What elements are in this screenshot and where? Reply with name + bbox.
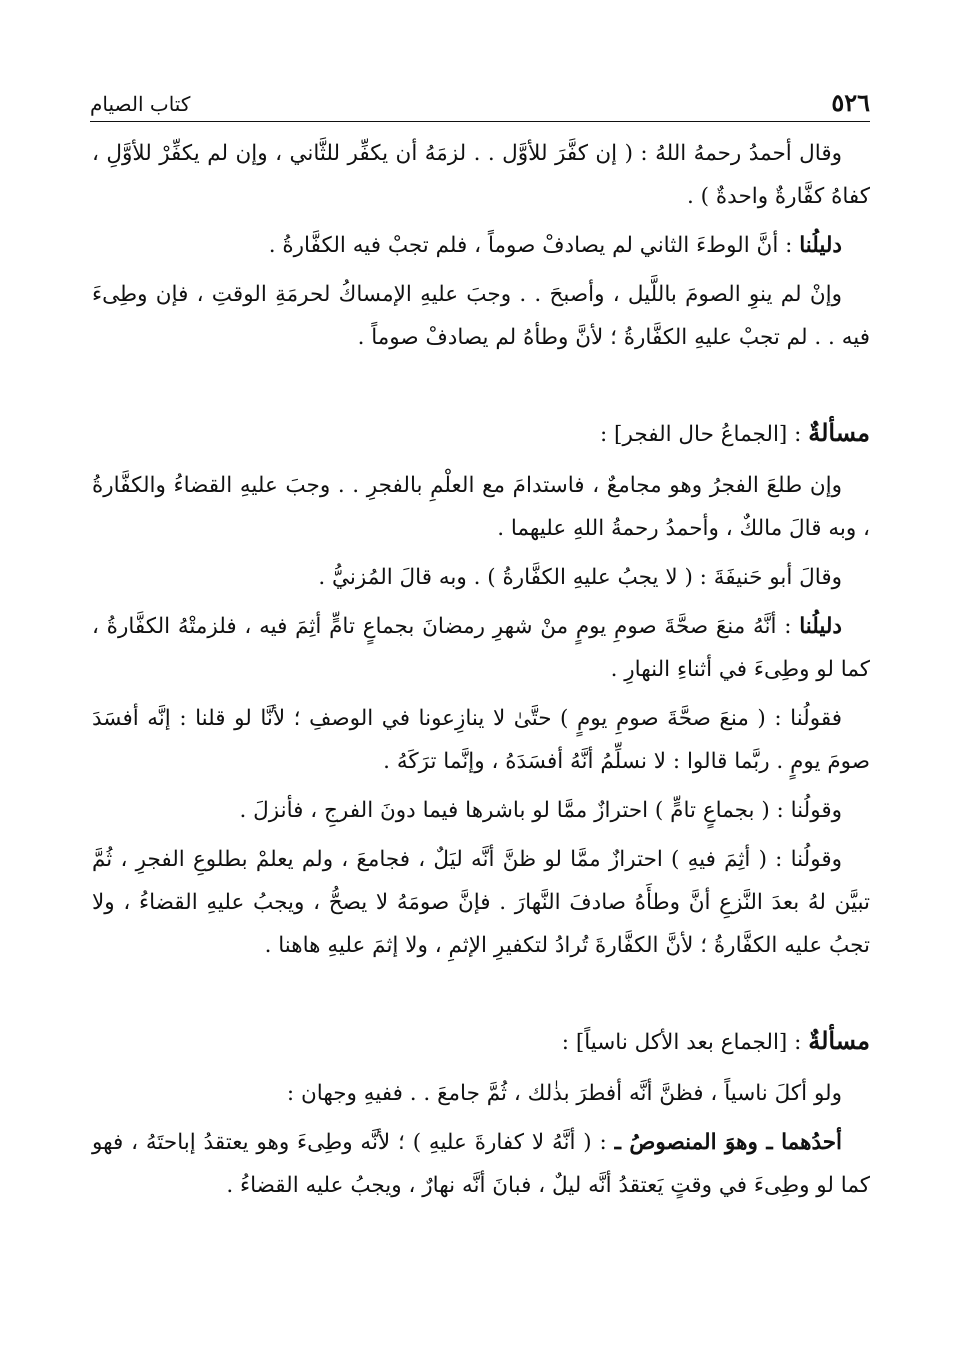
paragraph-text: ولو أكلَ ناسياً ، فظنَّ أنَّه أفطرَ بذٰلك ، ثُمَّ جامعَ . . ففيهِ وجهان : bbox=[286, 1081, 842, 1106]
paragraph bbox=[92, 556, 870, 599]
issue-label: مسألةٌ bbox=[808, 418, 870, 447]
paragraph-text: وقالَ أبو حَنيفَةَ : ( لا يجبُ عليهِ الكفَّارةُ ) . وبه قالَ المُزنيُّ . bbox=[318, 565, 842, 590]
paragraph bbox=[92, 838, 870, 967]
paragraph-text: وإنْ لم ينوِ الصومَ باللَّيل ، وأصبحَ . . وجبَ عليهِ الإمساكُ لحرمَةِ الوقتِ ، فإن وطِىءَ فيه . . لم تجبْ عليهِ الكفَّارةُ ؛ لأنَّ وطأهُ لم يصادفْ صوماً . bbox=[92, 282, 870, 350]
paragraph bbox=[92, 605, 870, 691]
paragraph-text: وقولُنا : ( أثِمَ فيهِ ) احترازٌ ممَّا لو ظنَّ أنَّه ليَلٌ ، فجامعَ ، ولم يعلمْ بطلوعِ الفجرِ ، ثُمَّ تبيَّن لهُ بعدَ النَّزعِ أنَّ وطأَهُ صادفَ النَّهارَ . فإنَّ صومَهُ لا يصحُّ ، ويجبُ عليهِ القضاءُ ، ولا تجبُ عليه الكفَّارةُ ؛ لأنَّ الكفَّارةَ تُرادُ لتكفيرِ الإثمِ ، ولا إثمَ عليهِ هاهنا . bbox=[92, 847, 870, 958]
paragraph-text: وقال أحمدُ رحمهُ اللهُ : ( إن كفَّرَ للأوَّل . . لزمَهُ أن يكفِّر للثَّاني ، وإن لم يكفِّرْ للأوَّلِ ، كفاهُ كفَّارةٌ واحدةٌ ) . bbox=[92, 141, 870, 209]
paragraph bbox=[92, 224, 870, 267]
paragraph-text: فقولُنا : ( منعَ صحَّةَ صومِ يومٍ ) حتَّىٰ لا ينازِعونا في الوصفِ ؛ لأنَّا لو قلنا : إنَّه أفسَدَ صومَ يومٍ . ربَّما قالوا : لا نسلِّمُ أنَّهُ أفسَدَهُ ، وإنَّما ترَكَهُ . bbox=[92, 706, 870, 774]
evidence-label: دليلُنا bbox=[799, 233, 842, 258]
paragraph bbox=[92, 132, 870, 218]
header-rule bbox=[90, 121, 870, 122]
paragraph bbox=[92, 464, 870, 550]
evidence-label: دليلُنا bbox=[799, 614, 842, 639]
paragraph bbox=[92, 1072, 870, 1115]
paragraph-text: : أنَّهُ منعَ صحَّةَ صومِ يومٍ منْ شهرِ رمضانَ بجماعٍ تامٍّ أثِمَ فيه ، فلزمتْهُ الكفَّارةُ ، كما لو وطِىءَ في أثناءِ النهارِ . bbox=[92, 614, 870, 682]
paragraph bbox=[92, 789, 870, 832]
paragraph-text: وإن طلعَ الفجرُ وهو مجامعٌ ، فاستدامَ مع العلْمِ بالفجرِ . . وجبَ عليهِ القضاءُ والكفَّارةُ ، وبه قالَ مالكٌ ، وأحمدُ رحمةُ اللهِ عليهما . bbox=[92, 473, 870, 541]
issue-heading bbox=[92, 1019, 870, 1064]
running-title: كتاب الصيام bbox=[90, 92, 191, 116]
paragraph-text: : ( أنَّهُ لا كفارةَ عليهِ ) ؛ لأنَّه وطِىءَ وهو يعتقدُ إباحتَهُ ، فهو كما لو وطِىءَ في وقتٍ يَعتقدُ أنَّه ليلٌ ، فبانَ أنَّه نهارٌ ، ويجبُ عليه القضاءُ . bbox=[92, 1130, 870, 1198]
issue-heading bbox=[92, 411, 870, 456]
page-header bbox=[90, 84, 870, 120]
paragraph bbox=[92, 273, 870, 359]
issue-title: : [الجماعُ حال الفجر] : bbox=[599, 422, 809, 447]
issue-title: : [الجماع بعد الأكل ناسياً] : bbox=[561, 1030, 809, 1055]
issue-label: مسألةٌ bbox=[808, 1026, 870, 1055]
page-number: ٥٢٦ bbox=[831, 88, 870, 117]
first-opinion-label: أحدُهما ـ وهوَ المنصوصُ ـ bbox=[614, 1130, 843, 1155]
paragraph bbox=[92, 697, 870, 783]
paragraph-text: وقولُنا : ( بجماعٍ تامٍّ ) احترازٌ ممَّا لو باشرها فيما دونَ الفرجِ ، فأنزلَ . bbox=[239, 798, 842, 823]
paragraph bbox=[92, 1121, 870, 1207]
paragraph-text: : أنَّ الوطءَ الثاني لم يصادفْ صوماً ، فلم تجبْ فيه الكفَّارةُ . bbox=[268, 233, 800, 258]
page-body bbox=[92, 132, 870, 1213]
